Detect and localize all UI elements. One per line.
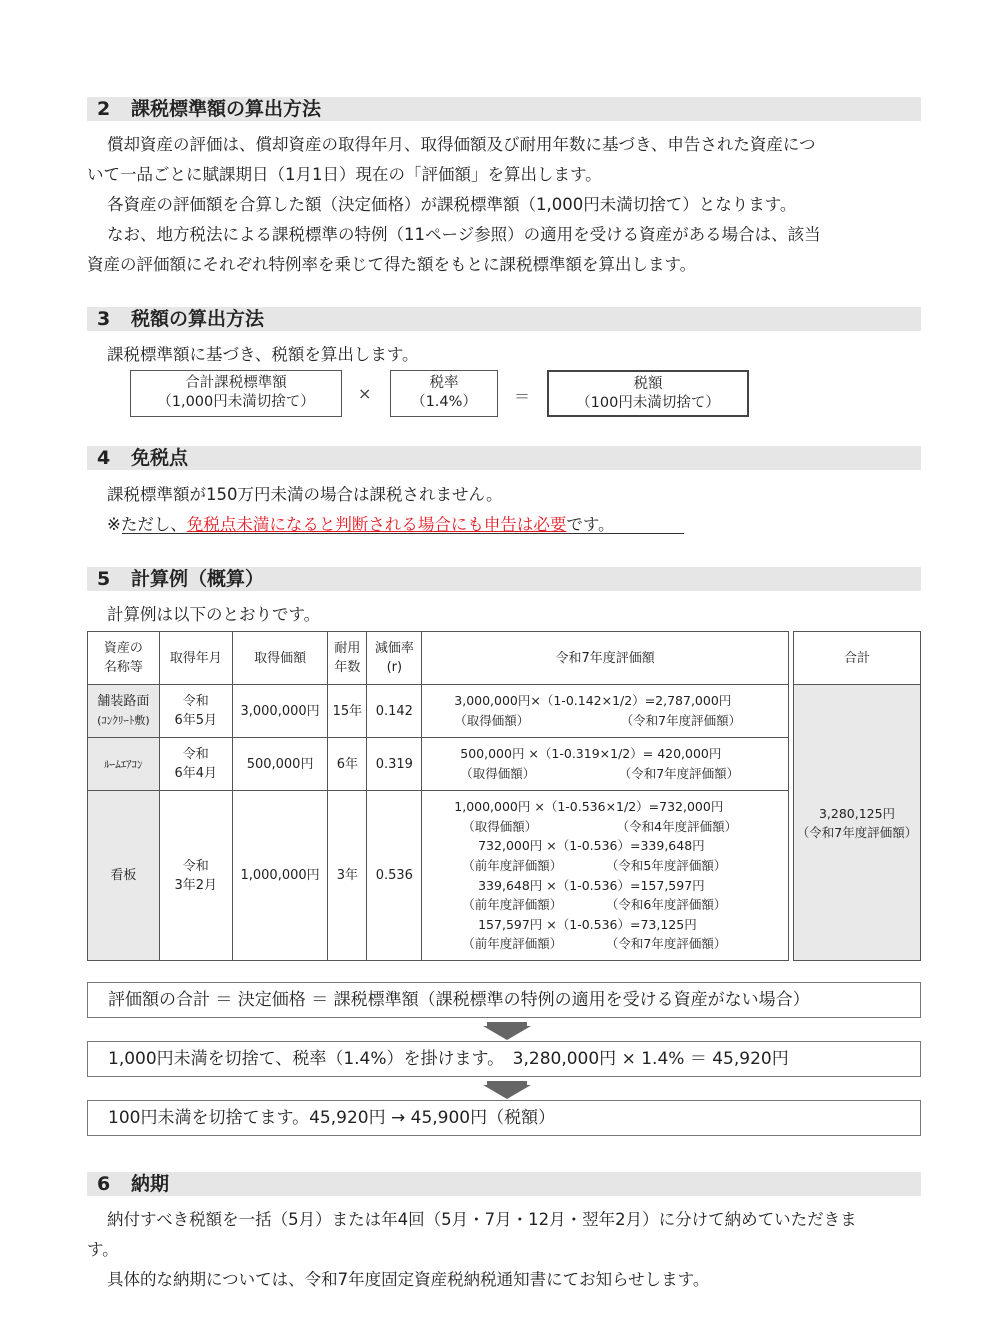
header-life: 耐用 年数 [328,632,367,685]
paragraph: す。 [87,1240,119,1259]
cell-date: 令和 3年2月 [159,791,232,961]
header-date: 取得年月 [159,632,232,685]
cell-life: 3年 [328,791,367,961]
box-label: 税額 [633,376,663,392]
equals-operator: ＝ [514,387,531,406]
box-note: （100円未満切捨て） [576,395,720,411]
header-price: 取得価額 [232,632,328,685]
total-row [794,685,921,961]
section-title: 税額の算出方法 [131,308,265,330]
section-6-body [87,1205,921,1295]
total-table [793,631,921,961]
cell-formula: 3,000,000円×（1-0.142×1/2）=2,787,000円 （取得価額） （令和7年度評価額） [422,685,789,738]
notice-paragraph [87,510,921,540]
notice-prefix: ※ただし、 [107,515,187,534]
times-operator: × [358,384,372,403]
cell-formula: 1,000,000円 ×（1-0.536×1/2）=732,000円 （取得価額） （令和4年度評価額） 732,000円 ×（1-0.536）=339,648円 （前年度評価額） （令和5年度評価額） 339,648円 ×（1-0.536）=157,597円 （前年度評価額） （令和6年度評価額） 157,597円 ×（1-0.536）=73,125円 （前年度評価額） （令和7年度評価額） [422,791,789,961]
table-row [88,685,789,738]
section-number: 3 [97,308,111,330]
paragraph: 各資産の評価額を合算した額（決定価格）が課税標準額（1,000円未満切捨て）となります。 [107,195,797,214]
section-3-intro: 課税標準額に基づき、税額を算出します。 [107,345,419,364]
notice-suffix: です。 [566,515,615,534]
cell-name: ﾙｰﾑｴｱｺﾝ [88,738,160,791]
paragraph: 資産の評価額にそれぞれ特例率を乗じて得た額をもとに課税標準額を算出します。 [87,255,697,274]
section-number: 4 [97,447,111,469]
cell-formula: 500,000円 ×（1-0.319×1/2）= 420,000円 （取得価額） （令和7年度評価額） [422,738,789,791]
section-number: 2 [97,98,111,120]
section-4-heading [87,446,921,470]
cell-life: 15年 [328,685,367,738]
table-row [88,738,789,791]
header-eval: 令和7年度評価額 [422,632,789,685]
section-3-heading [87,307,921,331]
section-5-heading [87,567,921,591]
cell-life: 6年 [328,738,367,791]
formula-box-tax-amount [547,370,749,417]
cell-price: 3,000,000円 [232,685,328,738]
section-5-intro: 計算例は以下のとおりです。 [107,605,321,624]
box-label: 合計課税標準額 [185,375,287,391]
cell-rate: 0.319 [367,738,422,791]
notice-underline [122,533,684,534]
paragraph: 納付すべき税額を一括（5月）または年4回（5月・7月・12月・翌年2月）に分けて納めていただきま [107,1210,857,1229]
section-title: 免税点 [131,447,189,469]
section-number: 5 [97,568,111,590]
section-title: 課税標準額の算出方法 [131,98,322,120]
cell-rate: 0.536 [367,791,422,961]
box-label: 税率 [429,375,459,391]
section-title: 計算例（概算） [131,568,265,590]
header-total: 合計 [794,632,921,685]
paragraph: 具体的な納期については、令和7年度固定資産税納税通知書にてお知らせします。 [107,1270,710,1289]
paragraph: 課税標準額が150万円未満の場合は課税されません。 [107,485,503,504]
section-2-body [87,130,921,280]
table-row [88,791,789,961]
cell-total: 3,280,125円 （令和7年度評価額） [794,685,921,961]
paragraph: いて一品ごとに賦課期日（1月1日）現在の「評価額」を算出します。 [87,165,602,184]
formula-box-tax-base [130,370,342,417]
box-note: （1.4%） [411,394,477,410]
notice-highlight: 免税点未満になると判断される場合にも申告は必要 [186,515,567,534]
flow-step-2: 1,000円未満を切捨て、税率（1.4%）を掛けます。 3,280,000円 × 1.4% ＝ 45,920円 [87,1041,921,1077]
cell-date: 令和 6年5月 [159,685,232,738]
cell-price: 500,000円 [232,738,328,791]
header-rate: 減価率 (r) [367,632,422,685]
down-arrow-icon [483,1085,531,1099]
paragraph: 償却資産の評価は、償却資産の取得年月、取得価額及び耐用年数に基づき、申告された資産につ [107,135,816,154]
section-4-body [87,480,921,540]
section-2-heading [87,97,921,121]
cell-name: 看板 [88,791,160,961]
formula-box-tax-rate [390,370,498,417]
paragraph: なお、地方税法による課税標準の特例（11ページ参照）の適用を受ける資産がある場合は、該当 [107,225,821,244]
cell-name: 舗装路面 (ｺﾝｸﾘｰﾄ敷) [88,685,160,738]
cell-price: 1,000,000円 [232,791,328,961]
cell-rate: 0.142 [367,685,422,738]
table-header-row [88,632,789,685]
box-note: （1,000円未満切捨て） [157,394,315,410]
section-title: 納期 [131,1173,170,1195]
down-arrow-icon [483,1026,531,1040]
flow-step-3: 100円未満を切捨てます。45,920円 → 45,900円（税額） [87,1100,921,1136]
section-number: 6 [97,1173,111,1195]
calculation-table [87,631,789,961]
flow-step-1: 評価額の合計 ＝ 決定価格 ＝ 課税標準額（課税標準の特例の適用を受ける資産がない場合） [87,982,921,1018]
cell-date: 令和 6年4月 [159,738,232,791]
header-name: 資産の 名称等 [88,632,160,685]
total-header-row [794,632,921,685]
section-6-heading [87,1172,921,1196]
